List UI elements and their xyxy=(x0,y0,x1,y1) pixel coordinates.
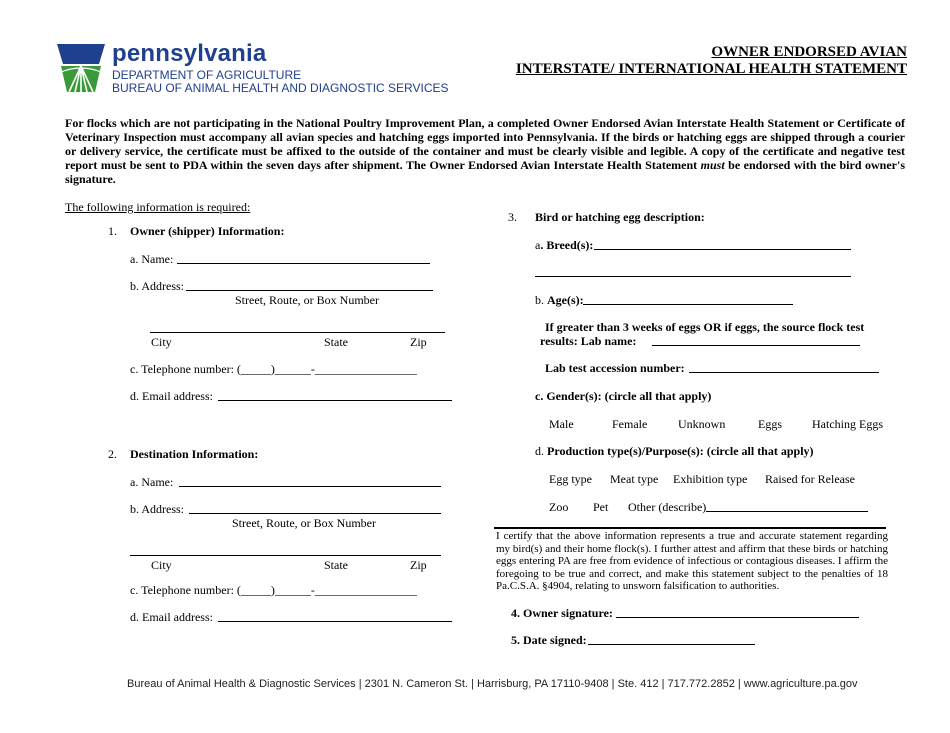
destination-phone-field[interactable]: c. Telephone number: (_____)______-_________________ xyxy=(130,583,417,597)
date-signed-label: 5. Date signed: xyxy=(511,633,587,647)
production-option-other[interactable]: Other (describe) xyxy=(628,500,707,514)
gender-option-male[interactable]: Male xyxy=(549,417,574,431)
breed-label: a. Breed(s): xyxy=(535,238,594,252)
owner-email-field[interactable] xyxy=(218,400,452,401)
destination-city-label: City xyxy=(151,558,172,572)
section2-number: 2. xyxy=(108,447,117,461)
logo-bureau: BUREAU OF ANIMAL HEALTH AND DIAGNOSTIC SERVICES xyxy=(112,81,449,95)
age-label: b. Age(s): xyxy=(535,293,584,307)
owner-email-label: d. Email address: xyxy=(130,389,213,403)
section3-number: 3. xyxy=(508,210,517,224)
section1-number: 1. xyxy=(108,224,117,238)
owner-city-state-zip-field[interactable] xyxy=(150,332,445,333)
section1-heading: Owner (shipper) Information: xyxy=(130,224,285,238)
page-footer: Bureau of Animal Health & Diagnostic Services | 2301 N. Cameron St. | Harrisburg, PA 17110-9408 | Ste. 412 | 717.772.2852 | www.agriculture.pa.gov xyxy=(127,678,858,690)
age-field[interactable] xyxy=(583,304,793,305)
owner-signature-field[interactable] xyxy=(616,617,859,618)
gender-label: c. Gender(s): (circle all that apply) xyxy=(535,389,712,403)
owner-signature-label: 4. Owner signature: xyxy=(511,606,613,620)
owner-phone-field[interactable]: c. Telephone number: (_____)______-_________________ xyxy=(130,362,417,376)
gender-option-female[interactable]: Female xyxy=(612,417,648,431)
gender-option-unknown[interactable]: Unknown xyxy=(678,417,726,431)
test-results-line1: If greater than 3 weeks of eggs OR if eggs, the source flock test xyxy=(545,320,865,334)
owner-address-label: b. Address: xyxy=(130,279,184,293)
owner-name-label: a. Name: xyxy=(130,252,174,266)
destination-name-field[interactable] xyxy=(179,486,441,487)
destination-email-field[interactable] xyxy=(218,621,452,622)
form-title-line1: OWNER ENDORSED AVIAN xyxy=(711,44,907,60)
owner-address-field[interactable] xyxy=(186,290,433,291)
owner-name-field[interactable] xyxy=(177,263,430,264)
destination-state-label: State xyxy=(324,558,348,572)
breed-field[interactable] xyxy=(594,249,851,250)
lab-name-field[interactable] xyxy=(652,345,860,346)
intro-paragraph: For flocks which are not participating in the National Poultry Improvement Plan, a completed Owner Endorsed Avian Interstate Health Statement or Certificate of Veterinary Inspection must accompany all avian species and hatching eggs imported into Pennsylvania. If the birds or hatching eggs are shipped through a courier or delivery service, the certificate must be affixed to the outside of the container and must be clearly visible and legible. A copy of the certificate and negative test report must be sent to PDA within the seven days after shipment. The Owner Endorsed Avian Interstate Health Statement must be endorsed with the bird owner's signature. xyxy=(65,116,905,186)
accession-field[interactable] xyxy=(689,372,879,373)
gender-option-hatching-eggs[interactable]: Hatching Eggs xyxy=(812,417,883,431)
destination-city-state-zip-field[interactable] xyxy=(130,555,441,556)
date-signed-field[interactable] xyxy=(588,644,755,645)
section3-heading: Bird or hatching egg description: xyxy=(535,210,705,224)
lab-name-label: results: Lab name: xyxy=(540,334,637,348)
production-option-raised-for-release[interactable]: Raised for Release xyxy=(765,472,855,486)
production-option-pet[interactable]: Pet xyxy=(593,500,609,514)
destination-zip-label: Zip xyxy=(410,558,427,572)
production-other-field[interactable] xyxy=(706,511,868,512)
form-title-line2: INTERSTATE/ INTERNATIONAL HEALTH STATEMENT xyxy=(515,61,907,77)
certification-statement: I certify that the above information represents a true and accurate statement regarding my bird(s) and their home flock(s). I further attest and affirm that these birds or hatching eggs entering PA are free from evidence of infectious or contagious diseases. I affirm the foregoing to be true and correct, and make this statement subject to the penalties of 18 Pa.C.S.A. §4904, relating to unsworn falsification to authorities. xyxy=(496,530,888,592)
production-option-egg-type[interactable]: Egg type xyxy=(549,472,592,486)
section2-heading: Destination Information: xyxy=(130,447,259,461)
production-option-zoo[interactable]: Zoo xyxy=(549,500,569,514)
production-option-exhibition-type[interactable]: Exhibition type xyxy=(673,472,748,486)
breed-field-line2[interactable] xyxy=(535,276,851,277)
destination-address-caption: Street, Route, or Box Number xyxy=(232,516,376,530)
production-option-meat-type[interactable]: Meat type xyxy=(610,472,659,486)
gender-option-eggs[interactable]: Eggs xyxy=(758,417,782,431)
owner-zip-label: Zip xyxy=(410,335,427,349)
destination-email-label: d. Email address: xyxy=(130,610,213,624)
certification-divider xyxy=(494,527,886,529)
owner-city-label: City xyxy=(151,335,172,349)
owner-address-caption: Street, Route, or Box Number xyxy=(235,293,379,307)
required-label: The following information is required: xyxy=(65,200,251,214)
destination-address-label: b. Address: xyxy=(130,502,184,516)
destination-name-label: a. Name: xyxy=(130,475,174,489)
logo-department: DEPARTMENT OF AGRICULTURE xyxy=(112,68,302,82)
production-label: d. Production type(s)/Purpose(s): (circle all that apply) xyxy=(535,444,814,458)
destination-address-field[interactable] xyxy=(189,513,441,514)
owner-state-label: State xyxy=(324,335,348,349)
pennsylvania-keystone-logo-icon xyxy=(55,42,107,94)
accession-label: Lab test accession number: xyxy=(545,361,685,375)
logo-wordmark: pennsylvania xyxy=(112,40,267,67)
